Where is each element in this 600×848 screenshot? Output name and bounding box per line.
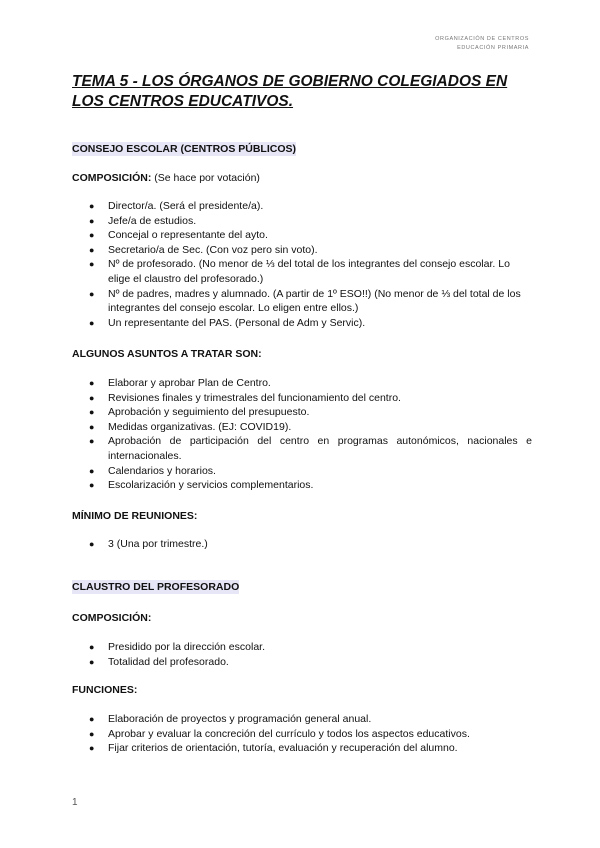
list-item: ● Nº de padres, madres y alumnado. (A partir de 1º ESO!!) (No menor de ⅓ del total de los integrantes del consejo escolar. Lo eligen entre ellos.) (89, 287, 521, 315)
consejo-asuntos-heading: ALGUNOS ASUNTOS A TRATAR SON: (72, 348, 262, 360)
running-header (435, 35, 529, 53)
consejo-composicion-label: COMPOSICIÓN: (72, 172, 152, 184)
list-item: ● Presidido por la dirección escolar. (89, 641, 265, 653)
section-heading-claustro: CLAUSTRO DEL PROFESORADO (72, 581, 240, 593)
list-item: ● Medidas organizativas. (EJ: COVID19). (89, 420, 292, 433)
page-number: 1 (72, 797, 78, 808)
bullet-icon: ● (89, 743, 95, 754)
bullet-icon: ● (89, 480, 95, 491)
bullet-icon: ● (89, 378, 95, 388)
consejo-composicion-list (72, 199, 532, 330)
bullet-icon: ● (89, 201, 95, 211)
section-heading-consejo: CONSEJO ESCOLAR (CENTROS PÚBLICOS) (72, 143, 297, 155)
claustro-composicion-list (72, 640, 532, 669)
bullet-icon: ● (89, 642, 95, 652)
claustro-funciones-list (72, 712, 532, 756)
bullet-icon: ● (89, 465, 95, 476)
list-item: ● Director/a. (Será el presidente/a). (89, 200, 264, 212)
bullet-icon: ● (89, 317, 95, 328)
list-item: ● Concejal o representante del ayto. (89, 229, 268, 242)
list-item: ● Escolarización y servicios complementarios. (89, 479, 314, 492)
bullet-icon: ● (89, 728, 95, 739)
header-line-2: EDUCACIÓN PRIMARIA (457, 45, 529, 51)
bullet-icon: ● (89, 656, 95, 667)
consejo-composicion-heading (72, 172, 260, 184)
bullet-icon: ● (89, 288, 95, 299)
document-title: TEMA 5 - LOS ÓRGANOS DE GOBIERNO COLEGIADOS EN LOS CENTROS EDUCATIVOS. (72, 73, 508, 110)
consejo-reuniones-heading: MÍNIMO DE REUNIONES: (72, 510, 198, 522)
bullet-icon: ● (89, 714, 95, 724)
list-item: ● Revisiones finales y trimestrales del funcionamiento del centro. (89, 391, 401, 404)
claustro-composicion-heading: COMPOSICIÓN: (72, 612, 152, 624)
list-item: ● Totalidad del profesorado. (89, 655, 229, 668)
consejo-asuntos-list (72, 376, 532, 493)
bullet-icon: ● (89, 407, 95, 418)
bullet-icon: ● (89, 230, 95, 241)
header-line-1: ORGANIZACIÓN DE CENTROS (435, 36, 529, 42)
list-item: ● Secretario/a de Sec. (Con voz pero sin voto). (89, 243, 318, 256)
bullet-icon: ● (89, 539, 95, 549)
list-item: ● Aprobación de participación del centro en programas autonómicos, nacionales e internacionales. (89, 435, 532, 462)
list-item: ● Jefe/a de estudios. (89, 214, 197, 227)
bullet-icon: ● (89, 244, 95, 255)
list-item: ● Aprobar y evaluar la concreción del currículo y todos los aspectos educativos. (89, 727, 470, 740)
bullet-icon: ● (89, 259, 95, 270)
list-item: ● Un representante del PAS. (Personal de Adm y Servic). (89, 316, 366, 329)
bullet-icon: ● (89, 436, 95, 447)
list-item: ● Elaboración de proyectos y programación general anual. (89, 713, 372, 725)
list-item: ● 3 (Una por trimestre.) (89, 538, 208, 550)
list-item: ● Aprobación y seguimiento del presupuesto. (89, 406, 310, 419)
consejo-reuniones-list (72, 537, 532, 552)
list-item: ● Nº de profesorado. (No menor de ⅓ del total de los integrantes del consejo escolar. Lo elige el claustro del profesorado.) (89, 258, 510, 285)
bullet-icon: ● (89, 421, 95, 432)
list-item: ● Elaborar y aprobar Plan de Centro. (89, 377, 271, 389)
claustro-funciones-heading: FUNCIONES: (72, 684, 138, 696)
consejo-composicion-note: (Se hace por votación) (151, 172, 260, 184)
bullet-icon: ● (89, 215, 95, 226)
list-item: ● Calendarios y horarios. (89, 464, 216, 477)
list-item: ● Fijar criterios de orientación, tutoría, evaluación y recuperación del alumno. (89, 742, 458, 755)
bullet-icon: ● (89, 392, 95, 403)
